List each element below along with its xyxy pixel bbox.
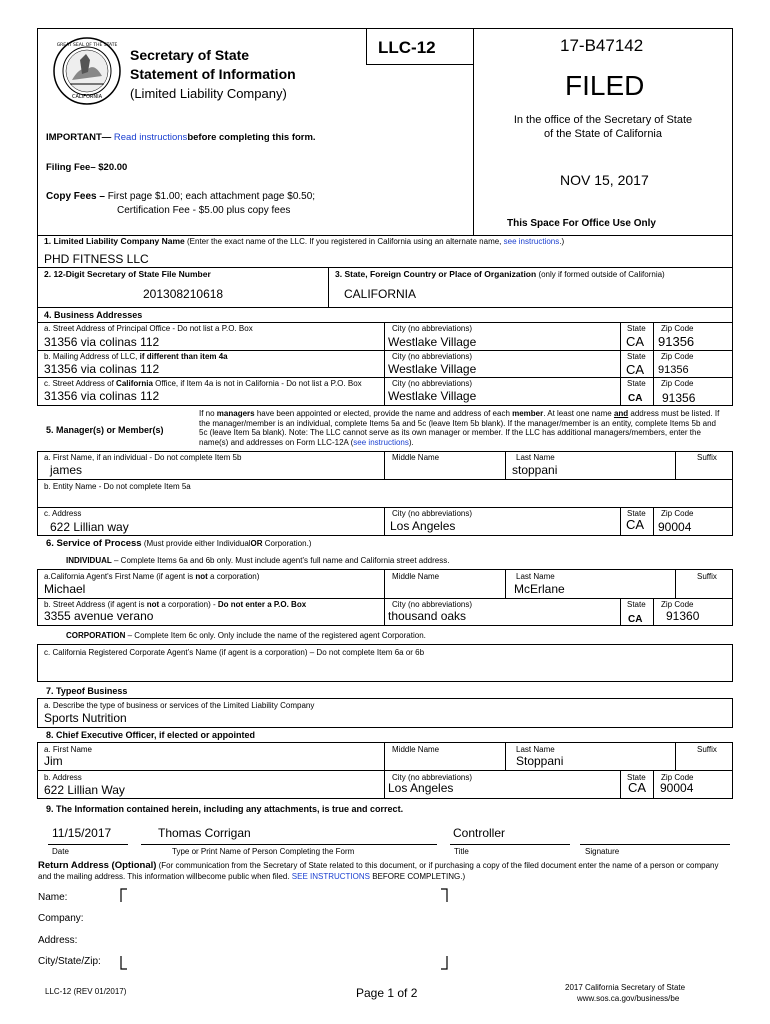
item7-title: 7. Typeof Business <box>46 686 128 696</box>
mailing-city-field[interactable]: Westlake Village <box>388 362 477 376</box>
item4-title: 4. Business Addresses <box>44 310 143 320</box>
office-use-label: This Space For Office Use Only <box>507 218 656 229</box>
return-address-note: Return Address (Optional) (For communication from the Secretary of State related to this document, or if purchasing a copy of the filed document enter the name of a person or company and the mailing address. This information willbecome public when filed. SEE INSTRUCTIONS BEFORE COMPLETING.) <box>38 860 719 881</box>
copy-fees-line2: Certification Fee - $5.00 plus copy fees <box>117 205 291 216</box>
address-a-label: a. Street Address of Principal Office - Do not list a P.O. Box <box>44 324 253 333</box>
signature-field[interactable]: Signature <box>585 847 620 856</box>
file-number-field[interactable]: 201308210618 <box>143 287 224 301</box>
bracket-top-left-icon <box>120 888 128 902</box>
copy-fees: Copy Fees – First page $1.00; each attachment page $0.50; <box>46 191 316 202</box>
footer-website: www.sos.ca.gov/business/be <box>577 994 680 1003</box>
place-of-organization-field[interactable]: CALIFORNIA <box>344 287 417 301</box>
ca-office-street-field[interactable]: 31356 via colinas 112 <box>44 389 160 403</box>
address-c-label: c. Street Address of California Office, if Item 4a is not in California - Do not list a P.O. Box <box>44 379 362 388</box>
office-line2: of the State of California <box>543 128 662 140</box>
principal-office-zip-field[interactable]: 91356 <box>658 334 695 349</box>
agent-last-name-field[interactable]: McErlane <box>514 582 565 596</box>
agent-city-field[interactable]: thousand oaks <box>388 609 467 623</box>
signer-title-field[interactable]: Controller <box>453 826 506 840</box>
read-instructions-link[interactable]: Read instructions <box>113 132 188 143</box>
agent-state-field[interactable]: CA <box>628 614 643 625</box>
item2-label: 2. 12-Digit Secretary of State File Number <box>44 269 211 279</box>
important-note: IMPORTANT— Read instructionsbefore completing this form. <box>46 132 316 143</box>
mailing-zip-field[interactable]: 91356 <box>658 364 689 376</box>
mailing-state-field[interactable]: CA <box>626 362 645 377</box>
ca-office-state-field[interactable]: CA <box>628 393 643 404</box>
form-title: Statement of Information <box>130 66 296 82</box>
item5-see-instructions-link[interactable]: see instructions <box>353 437 409 447</box>
see-instructions-link[interactable]: see instructions <box>503 237 560 246</box>
mailing-street-field[interactable]: 31356 via colinas 112 <box>44 362 160 376</box>
footer-copyright: 2017 California Secretary of State <box>565 983 686 992</box>
return-name-label: Name: <box>38 892 68 903</box>
bracket-top-right-icon <box>440 888 448 902</box>
agent-zip-field[interactable]: 91360 <box>666 609 700 623</box>
file-number: 17-B47142 <box>560 36 644 55</box>
return-csz-label: City/State/Zip: <box>38 956 101 967</box>
principal-office-street-field[interactable]: 31356 via colinas 112 <box>44 335 160 349</box>
form-revision: LLC-12 (REV 01/2017) <box>45 987 127 996</box>
manager-zip-field[interactable]: 90004 <box>658 520 692 534</box>
agent-first-name-field[interactable]: Michael <box>44 582 86 596</box>
filing-fee: Filing Fee– $20.00 <box>46 162 128 173</box>
item6-title: 6. Service of Process (Must provide either IndividualOR Corporation.) <box>46 538 312 549</box>
signed-date-field[interactable]: 11/15/2017 <box>52 826 112 840</box>
principal-office-state-field[interactable]: CA <box>626 334 645 349</box>
agency-name: Secretary of State <box>130 47 250 63</box>
agent-street-field[interactable]: 3355 avenue verano <box>44 609 154 623</box>
item1-label: 1. Limited Liability Company Name (Enter the exact name of the LLC. If you registered in California using an alternate name, see instructions.) <box>44 236 565 246</box>
return-address-field[interactable] <box>120 888 450 972</box>
filed-status: FILED <box>565 70 645 101</box>
item6-individual-note: INDIVIDUAL – Complete Items 6a and 6b only. Must include agent’s full name and California street address. <box>66 556 450 565</box>
ceo-zip-field[interactable]: 90004 <box>660 781 694 795</box>
manager-last-name-field[interactable]: stoppani <box>512 463 558 477</box>
manager-city-field[interactable]: Los Angeles <box>390 519 456 533</box>
ceo-city-field[interactable]: Los Angeles <box>388 781 454 795</box>
return-company-label: Company: <box>38 913 84 924</box>
california-seal-icon <box>52 36 122 106</box>
return-see-instructions-link[interactable]: SEE INSTRUCTIONS <box>291 872 370 881</box>
manager-address-field[interactable]: 622 Lillian way <box>50 520 129 534</box>
ceo-state-field[interactable]: CA <box>628 780 647 795</box>
bracket-bottom-right-icon <box>440 956 448 970</box>
item6-corporation-note: CORPORATION – Complete Item 6c only. Only include the name of the registered agent Corporation. <box>66 631 426 640</box>
item8-title: 8. Chief Executive Officer, if elected or appointed <box>46 730 256 740</box>
page-number: Page 1 of 2 <box>356 986 418 1000</box>
item3-label: 3. State, Foreign Country or Place of Organization (only if formed outside of California) <box>335 269 665 279</box>
ca-office-city-field[interactable]: Westlake Village <box>388 389 477 403</box>
filed-date: NOV 15, 2017 <box>560 172 649 188</box>
manager-state-field[interactable]: CA <box>626 517 645 532</box>
signer-name-field[interactable]: Thomas Corrigan <box>158 826 251 840</box>
bracket-bottom-left-icon <box>120 956 128 970</box>
return-address-label: Address: <box>38 935 78 946</box>
svg-text:GREAT SEAL OF THE STATE: GREAT SEAL OF THE STATE <box>56 43 118 48</box>
ceo-last-name-field[interactable]: Stoppani <box>516 754 564 768</box>
llc-name-field[interactable]: PHD FITNESS LLC <box>44 252 149 266</box>
form-subtitle: (Limited Liability Company) <box>130 86 287 101</box>
form-code: LLC-12 <box>378 38 436 57</box>
business-type-field[interactable]: Sports Nutrition <box>44 711 127 725</box>
svg-text:CALIFORNIA: CALIFORNIA <box>71 94 103 100</box>
principal-office-city-field[interactable]: Westlake Village <box>388 335 477 349</box>
item5-instructions: If no managers have been appointed or elected, provide the name and address of each member. At least one name and address must be listed. If the manager/member is an individual, complete Items 5a and 5c (leave Item 5b blank). If the manager/member is an entity, complete Items 5b and 5c (leave Item 5a blank). Note: The LLC cannot serve as its own manager or member. If the LLC has additional managers/members, enter the name(s) and addresses on Form LLC-12A (see instructions). <box>199 409 720 447</box>
item5-title: 5. Manager(s) or Member(s) <box>46 425 164 435</box>
ceo-address-field[interactable]: 622 Lillian Way <box>44 783 125 797</box>
office-line1: In the office of the Secretary of State <box>513 114 693 126</box>
manager-first-name-field[interactable]: james <box>50 463 83 477</box>
item9-title: 9. The Information contained herein, including any attachments, is true and correct. <box>46 804 404 814</box>
ceo-first-name-field[interactable]: Jim <box>44 754 63 768</box>
address-b-label: b. Mailing Address of LLC, if different than item 4a <box>44 352 228 361</box>
ca-office-zip-field[interactable]: 91356 <box>662 391 696 405</box>
